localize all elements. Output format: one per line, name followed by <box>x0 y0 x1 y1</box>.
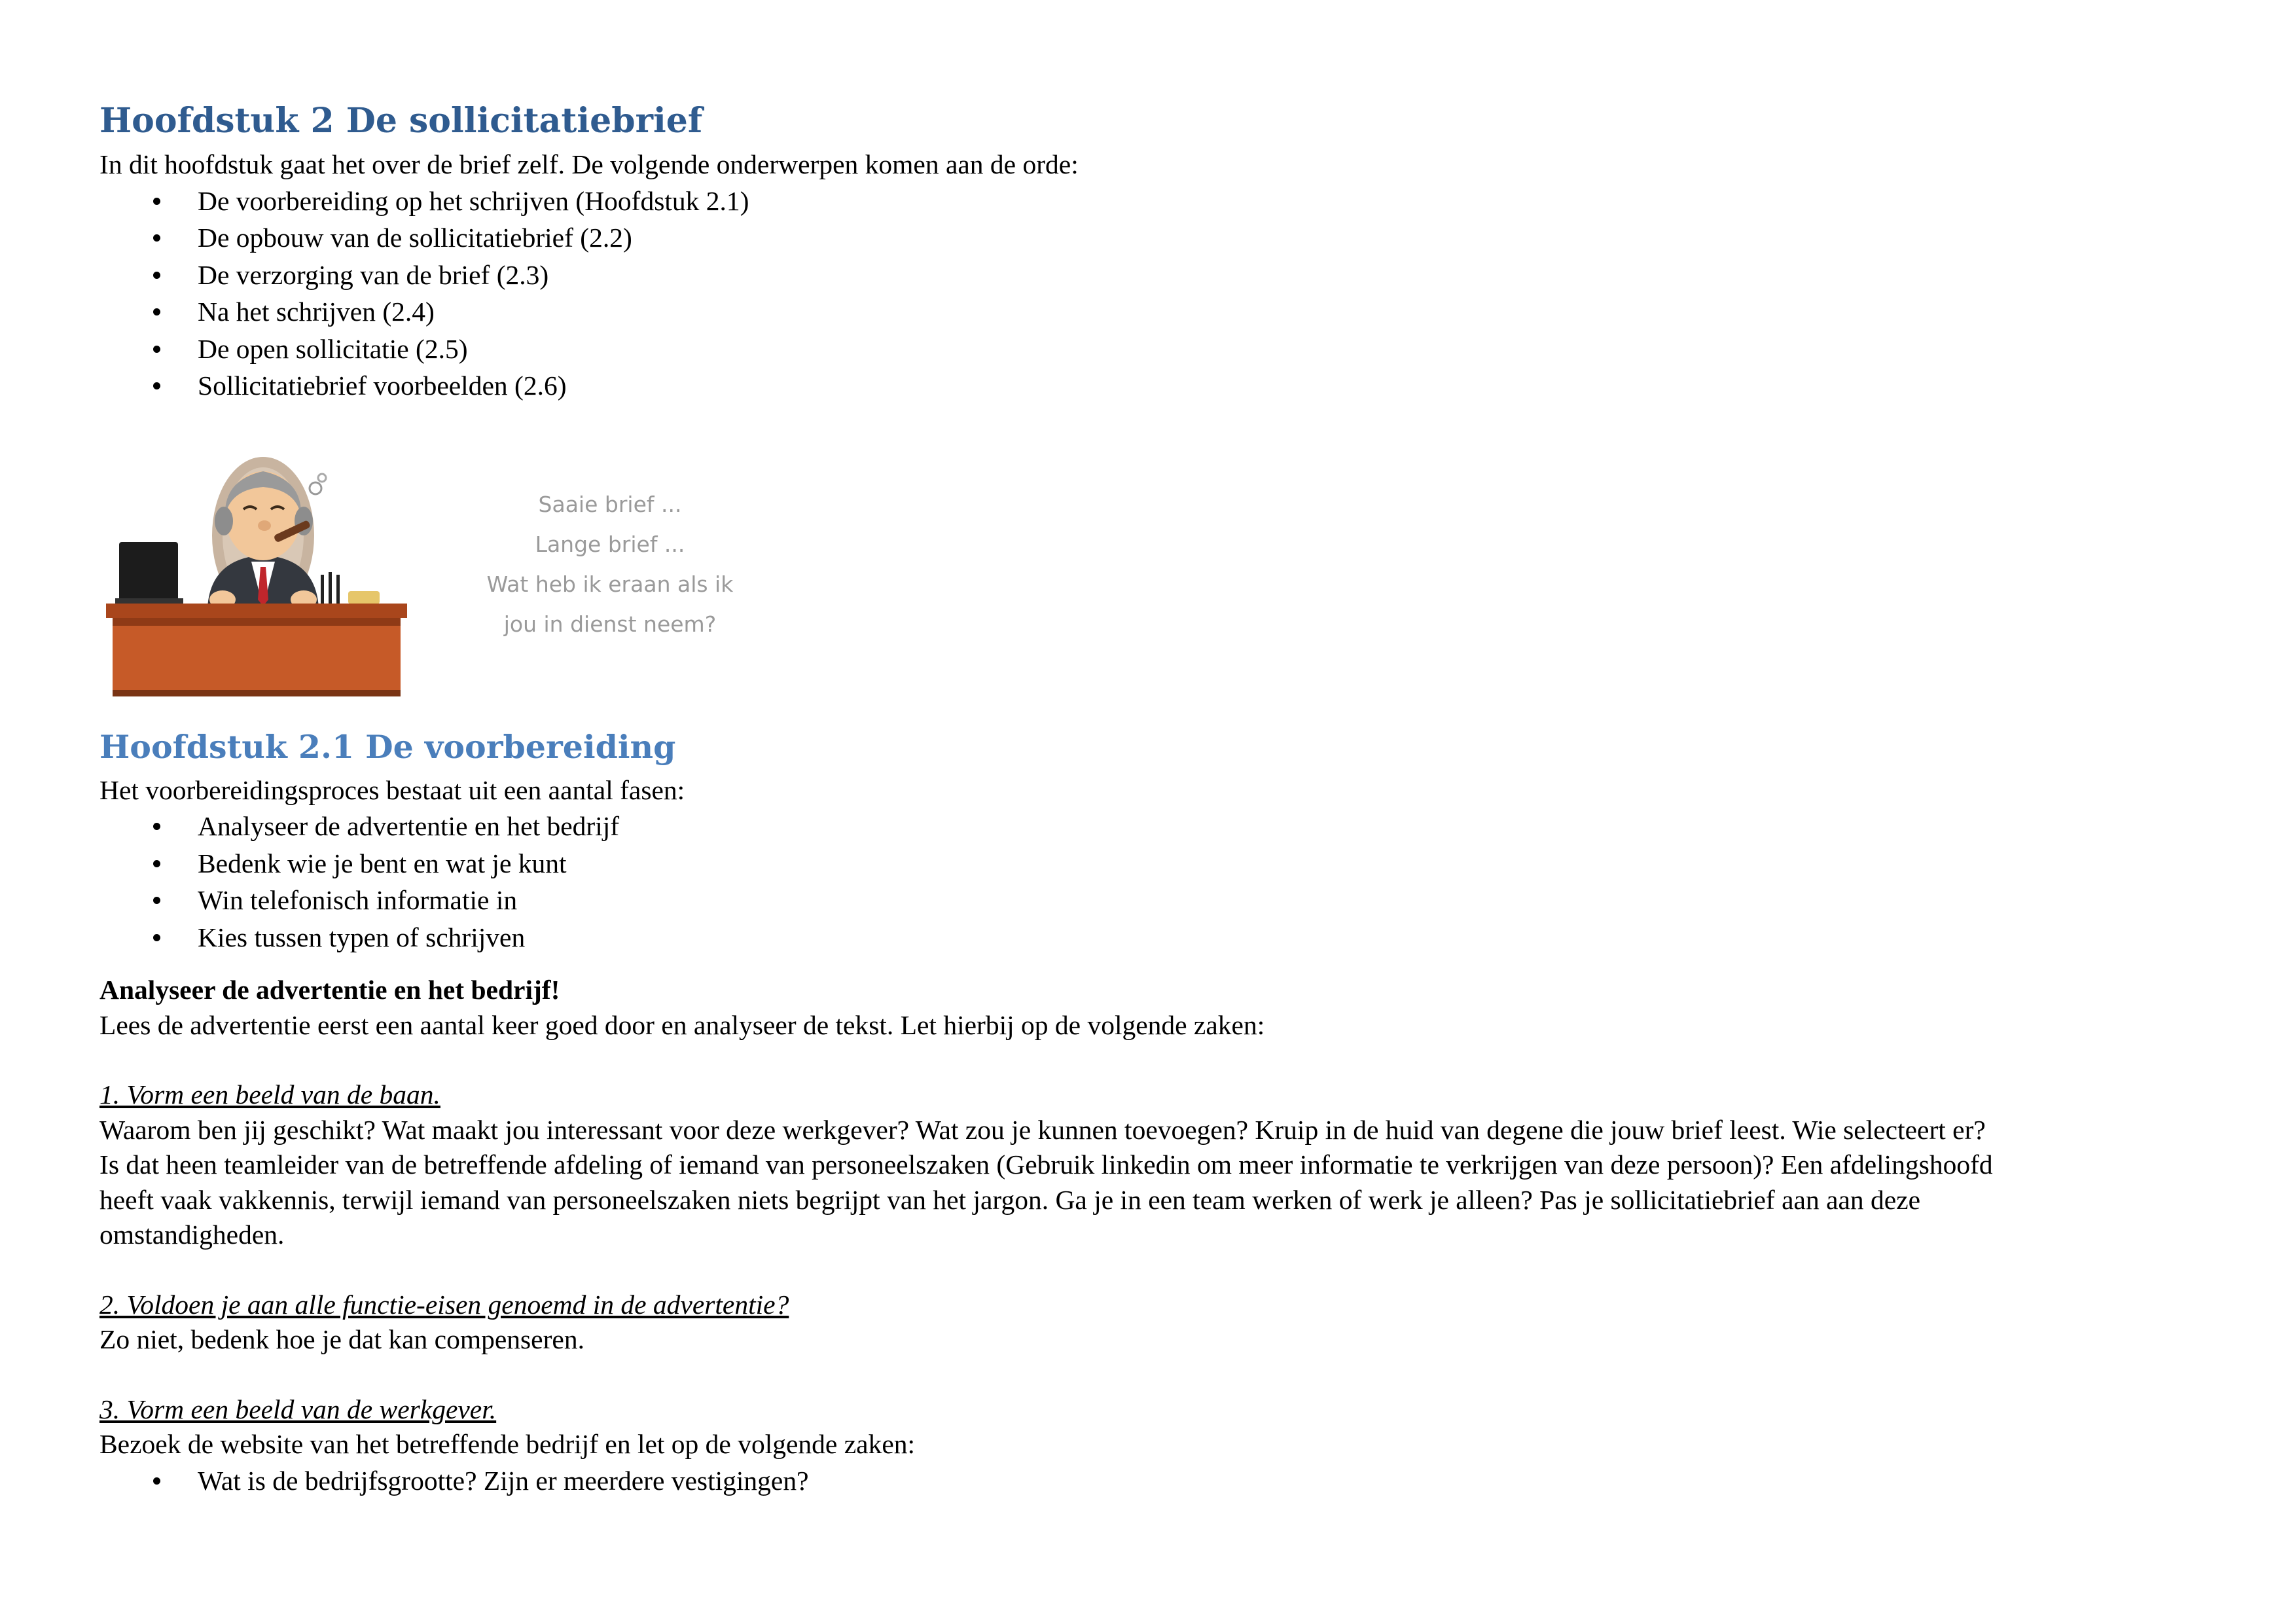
analyse-heading: Analyseer de advertentie en het bedrijf! <box>99 975 560 1005</box>
chapter-title: Hoofdstuk 2 De sollicitatiebrief <box>99 101 703 141</box>
section-intro: Het voorbereidingsproces bestaat uit een aantal fasen: <box>99 774 685 805</box>
document-content <box>99 95 2214 1499</box>
spacer <box>99 1253 2214 1288</box>
list-item: Wat is de bedrijfsgrootte? Zijn er meerdere vestigingen? <box>99 1462 2214 1500</box>
phase-list <box>99 808 2214 956</box>
list-item: De voorbereiding op het schrijven (Hoofdstuk 2.1) <box>99 183 2214 220</box>
illustration <box>99 444 2214 702</box>
list-item: Na het schrijven (2.4) <box>99 293 2214 331</box>
list-item: Kies tussen typen of schrijven <box>99 919 2214 956</box>
list-item: De opbouw van de sollicitatiebrief (2.2) <box>99 219 2214 257</box>
list-item: De open sollicitatie (2.5) <box>99 331 2214 368</box>
chapter-intro: In dit hoofdstuk gaat het over de brief zelf. De volgende onderwerpen komen aan de orde: <box>99 149 1079 179</box>
point1-line: omstandigheden. <box>99 1219 285 1250</box>
point3-list <box>99 1462 2214 1500</box>
point3-text: Bezoek de website van het betreffende bedrijf en let op de volgende zaken: <box>99 1429 916 1459</box>
illustration-caption <box>453 484 767 644</box>
point3-title: 3. Vorm een beeld van de werkgever. <box>99 1394 497 1424</box>
list-item: Sollicitatiebrief voorbeelden (2.6) <box>99 367 2214 405</box>
point1-title: 1. Vorm een beeld van de baan. <box>99 1079 440 1110</box>
list-item: Win telefonisch informatie in <box>99 882 2214 919</box>
point1-line: Waarom ben jij geschikt? Wat maakt jou interessant voor deze werkgever? Wat zou je kunnen toevoegen? Kruip in de huid van degene die jouw brief leest. Wie selecteert er? <box>99 1114 1986 1145</box>
caption-line: Lange brief ... <box>535 531 685 557</box>
caption-line: Wat heb ik eraan als ik <box>486 571 734 597</box>
point1-line: heeft vaak vakkennis, terwijl iemand van personeelszaken niets begrijpt van het jargon. Ga je in een team werken of werk je alleen? Pas je sollicitatiebrief aan aan deze <box>99 1184 1921 1215</box>
spacer <box>99 956 2214 973</box>
section-title: Hoofdstuk 2.1 De voorbereiding <box>99 727 676 766</box>
list-item: Analyseer de advertentie en het bedrijf <box>99 808 2214 845</box>
point1-line: Is dat heen teamleider van de betreffende afdeling of iemand van personeelszaken (Gebruik linkedin om meer informatie te verkrijgen van deze persoon)? Een afdelingshoofd <box>99 1149 1993 1180</box>
point2-text: Zo niet, bedenk hoe je dat kan compenseren. <box>99 1324 584 1354</box>
point2-title: 2. Voldoen je aan alle functie-eisen genoemd in de advertentie? <box>99 1289 789 1320</box>
caption-line: Saaie brief ... <box>538 491 682 517</box>
analyse-intro: Lees de advertentie eerst een aantal keer goed door en analyseer de tekst. Let hierbij op de volgende zaken: <box>99 1009 1265 1040</box>
spacer <box>99 1358 2214 1392</box>
chapter-topic-list <box>99 183 2214 405</box>
list-item: De verzorging van de brief (2.3) <box>99 257 2214 294</box>
boss-at-desk-image <box>99 444 427 702</box>
list-item: Bedenk wie je bent en wat je kunt <box>99 845 2214 882</box>
spacer <box>99 1043 2214 1077</box>
caption-line: jou in dienst neem? <box>503 611 717 637</box>
